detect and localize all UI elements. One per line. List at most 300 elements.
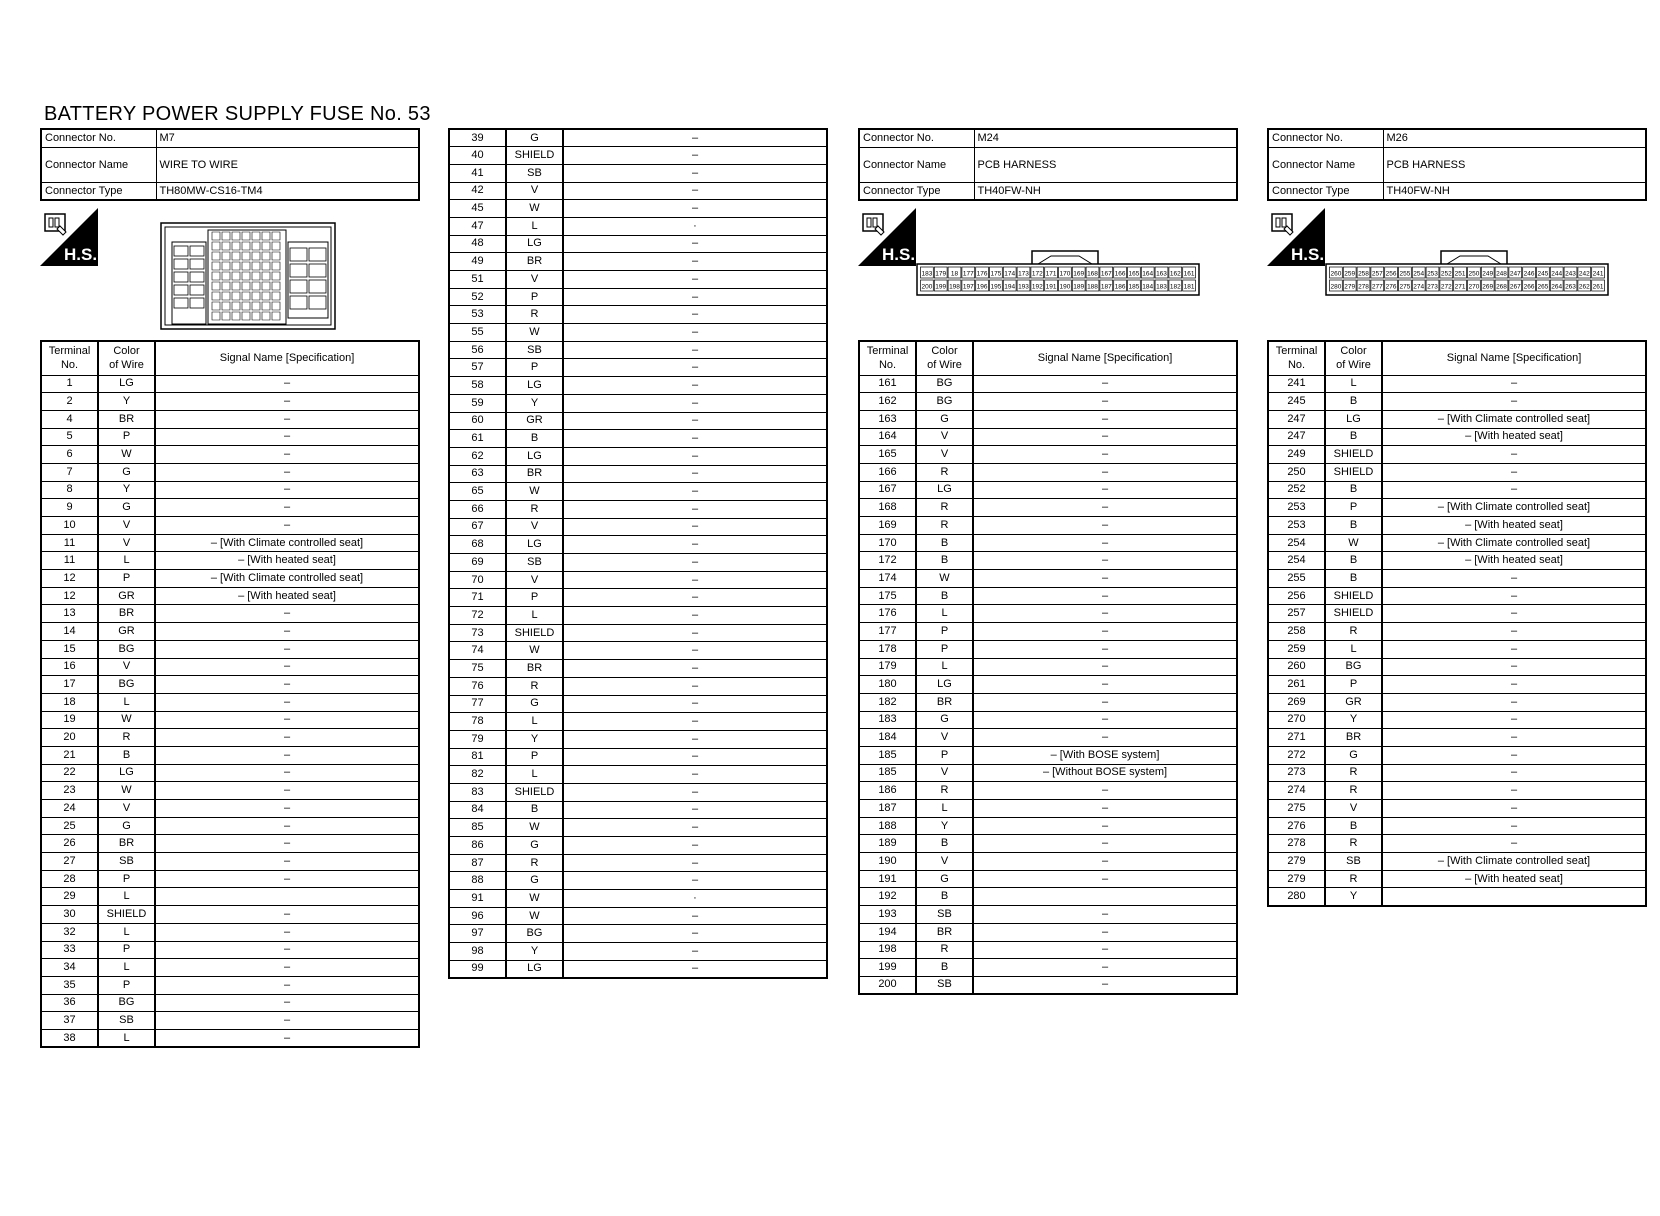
connector-name-value: PCB HARNESS <box>974 147 1237 182</box>
pin-label: 199 <box>935 283 947 291</box>
terminal-table <box>448 128 828 979</box>
pin-label: 265 <box>1537 283 1549 291</box>
table-row <box>859 499 1237 517</box>
signal-name: – <box>1382 676 1646 694</box>
wire-color: R <box>1325 870 1382 888</box>
signal-name: – <box>563 660 827 678</box>
signal-name: – <box>563 554 827 572</box>
table-row <box>449 872 827 890</box>
table-row <box>1268 640 1646 658</box>
signal-name: – <box>973 499 1237 517</box>
table-row <box>449 624 827 642</box>
signal-name: – <box>155 835 419 853</box>
wire-color: G <box>98 499 155 517</box>
terminal-no: 279 <box>1268 870 1325 888</box>
terminal-no: 39 <box>449 129 506 147</box>
signal-name: – <box>973 463 1237 481</box>
wire-color: LG <box>506 377 563 395</box>
wire-color: L <box>98 693 155 711</box>
terminal-no: 178 <box>859 640 916 658</box>
terminal-no: 200 <box>859 976 916 994</box>
pin-label: 257 <box>1371 270 1383 278</box>
pin-label: 276 <box>1385 283 1397 291</box>
wire-color: G <box>1325 746 1382 764</box>
wire-color: R <box>506 306 563 324</box>
terminal-no: 56 <box>449 341 506 359</box>
wire-color: G <box>916 410 973 428</box>
terminal-no: 34 <box>41 959 98 977</box>
wire-color: LG <box>506 235 563 253</box>
terminal-no: 260 <box>1268 658 1325 676</box>
color-header-line1: Color <box>931 345 958 358</box>
terminal-no: 180 <box>859 676 916 694</box>
signal-name: – <box>1382 711 1646 729</box>
table-row <box>41 888 419 906</box>
wire-color: SB <box>916 976 973 994</box>
terminal-no: 163 <box>859 410 916 428</box>
table-row <box>859 888 1237 906</box>
terminal-no: 255 <box>1268 570 1325 588</box>
signal-name: – <box>1382 446 1646 464</box>
harness-side-icon <box>40 208 98 266</box>
wire-color: V <box>98 658 155 676</box>
table-row <box>449 890 827 908</box>
signal-name: – <box>1382 605 1646 623</box>
signal-name: – <box>973 729 1237 747</box>
wire-color: L <box>506 217 563 235</box>
wire-color: B <box>1325 428 1382 446</box>
pin-label: 163 <box>1156 270 1167 278</box>
terminal-no: 5 <box>41 428 98 446</box>
terminal-no: 42 <box>449 182 506 200</box>
pin-label: 164 <box>1142 270 1154 278</box>
wire-color: B <box>1325 570 1382 588</box>
wire-color: SHIELD <box>1325 463 1382 481</box>
pin-label: 184 <box>1142 283 1154 291</box>
terminal-no: 276 <box>1268 817 1325 835</box>
pin-label: 188 <box>1087 283 1098 291</box>
signal-name: – <box>563 589 827 607</box>
pin-label: 243 <box>1565 270 1576 278</box>
signal-name: – <box>973 446 1237 464</box>
terminal-no: 191 <box>859 870 916 888</box>
terminal-no: 38 <box>41 1029 98 1047</box>
table-row <box>449 341 827 359</box>
signal-name: – <box>973 711 1237 729</box>
wire-color: R <box>506 677 563 695</box>
wire-color: L <box>916 605 973 623</box>
table-row <box>41 693 419 711</box>
signal-name: – <box>1382 375 1646 393</box>
wire-color: GR <box>1325 693 1382 711</box>
table-row <box>859 959 1237 977</box>
wire-color: V <box>506 271 563 289</box>
table-row <box>449 324 827 342</box>
table-row <box>859 976 1237 994</box>
signal-name: – <box>155 729 419 747</box>
terminal-no: 33 <box>41 941 98 959</box>
pin-label: 246 <box>1523 270 1535 278</box>
signal-name: – [With heated seat] <box>155 587 419 605</box>
connector-m7 <box>40 128 420 201</box>
pin-label: 278 <box>1358 283 1369 291</box>
terminal-header <box>1268 341 1325 375</box>
terminal-no: 68 <box>449 536 506 554</box>
terminal-no: 261 <box>1268 676 1325 694</box>
signal-name: – [With heated seat] <box>1382 517 1646 535</box>
connector-name-label: Connector Name <box>1268 147 1383 182</box>
signal-name: – <box>563 783 827 801</box>
terminal-table <box>1267 340 1647 907</box>
terminal-no: 273 <box>1268 764 1325 782</box>
terminal-no: 254 <box>1268 534 1325 552</box>
table-row <box>41 941 419 959</box>
signal-name: – <box>973 428 1237 446</box>
signal-name: – <box>563 837 827 855</box>
wire-color: R <box>916 463 973 481</box>
signal-name: – <box>155 959 419 977</box>
pin-label: 171 <box>1045 270 1057 278</box>
terminal-no: 166 <box>859 463 916 481</box>
table-row <box>1268 782 1646 800</box>
table-row <box>859 711 1237 729</box>
signal-name: – <box>563 182 827 200</box>
terminal-no: 83 <box>449 783 506 801</box>
terminal-no: 88 <box>449 872 506 890</box>
terminal-no: 199 <box>859 959 916 977</box>
table-row <box>449 730 827 748</box>
harness-side-icon <box>858 208 916 266</box>
signal-name: – [With heated seat] <box>155 552 419 570</box>
wire-color: G <box>916 711 973 729</box>
signal-name: – <box>155 941 419 959</box>
terminal-no: 186 <box>859 782 916 800</box>
table-row <box>1268 711 1646 729</box>
pin-label: 169 <box>1073 270 1085 278</box>
signal-name: – <box>155 906 419 924</box>
wire-color: BR <box>506 465 563 483</box>
wire-color: SB <box>98 1012 155 1030</box>
pin-label: 193 <box>1018 283 1029 291</box>
terminal-no: 52 <box>449 288 506 306</box>
terminal-no: 77 <box>449 695 506 713</box>
color-header-line2: of Wire <box>109 359 144 372</box>
wire-color: B <box>916 959 973 977</box>
signal-name: – <box>155 711 419 729</box>
signal-name: – <box>973 375 1237 393</box>
pin-label: 280 <box>1330 283 1342 291</box>
signal-name: – <box>1382 817 1646 835</box>
wire-color: L <box>1325 375 1382 393</box>
terminal-no: 245 <box>1268 393 1325 411</box>
wire-color: BG <box>98 994 155 1012</box>
signal-name: – <box>973 976 1237 994</box>
wire-color: R <box>916 499 973 517</box>
signal-name: – <box>973 658 1237 676</box>
terminal-no: 23 <box>41 782 98 800</box>
wire-color: B <box>506 430 563 448</box>
terminal-table-m24 <box>858 340 1238 995</box>
table-row <box>859 605 1237 623</box>
table-row <box>41 676 419 694</box>
signal-name: – <box>563 164 827 182</box>
wire-color: SHIELD <box>1325 587 1382 605</box>
pin-label: 279 <box>1344 283 1356 291</box>
pin-label: 248 <box>1496 270 1507 278</box>
table-row <box>859 676 1237 694</box>
pin-label: 271 <box>1454 283 1466 291</box>
signal-name: – [With heated seat] <box>1382 870 1646 888</box>
wire-color: Y <box>98 481 155 499</box>
signal-name: – <box>973 534 1237 552</box>
pin-label: 242 <box>1578 270 1590 278</box>
connector-name-value: WIRE TO WIRE <box>156 147 419 182</box>
signal-name: – <box>973 782 1237 800</box>
pin-label: 267 <box>1509 283 1521 291</box>
pin-label: 250 <box>1468 270 1480 278</box>
signal-name: – <box>155 976 419 994</box>
table-row <box>41 782 419 800</box>
terminal-no: 24 <box>41 800 98 818</box>
wire-color: SHIELD <box>1325 605 1382 623</box>
wire-color: W <box>916 570 973 588</box>
wire-color: BR <box>98 835 155 853</box>
table-row <box>41 976 419 994</box>
connector-type-label: Connector Type <box>1268 182 1383 200</box>
table-row <box>41 481 419 499</box>
connector-info-table <box>40 128 420 201</box>
terminal-no: 27 <box>41 853 98 871</box>
connector-type-value: TH40FW-NH <box>1383 182 1646 200</box>
table-row <box>1268 587 1646 605</box>
terminal-no: 91 <box>449 890 506 908</box>
pin-label: 194 <box>1004 283 1016 291</box>
table-row <box>41 552 419 570</box>
terminal-no: 247 <box>1268 428 1325 446</box>
table-row <box>449 200 827 218</box>
table-row <box>1268 517 1646 535</box>
pin-label: 165 <box>1128 270 1140 278</box>
pin-label: 262 <box>1578 283 1590 291</box>
signal-name: – <box>155 764 419 782</box>
color-header-line2: of Wire <box>927 359 962 372</box>
wire-color: SB <box>506 341 563 359</box>
table-row <box>1268 853 1646 871</box>
table-row <box>449 642 827 660</box>
terminal-no: 41 <box>449 164 506 182</box>
terminal-table-m26 <box>1267 340 1647 907</box>
wire-color: V <box>916 428 973 446</box>
pin-label: 253 <box>1427 270 1438 278</box>
terminal-no: 15 <box>41 640 98 658</box>
terminal-no: 76 <box>449 677 506 695</box>
terminal-no: 253 <box>1268 499 1325 517</box>
signal-name: – <box>1382 800 1646 818</box>
terminal-no: 59 <box>449 394 506 412</box>
table-row <box>41 410 419 428</box>
wire-color: W <box>1325 534 1382 552</box>
table-row <box>41 906 419 924</box>
wire-color: SB <box>916 906 973 924</box>
wire-color: B <box>916 587 973 605</box>
table-row <box>1268 428 1646 446</box>
terminal-no: 258 <box>1268 623 1325 641</box>
table-row <box>1268 888 1646 906</box>
signal-name: – [With Climate controlled seat] <box>1382 410 1646 428</box>
pin-label: 177 <box>962 270 974 278</box>
connector-type-value: TH40FW-NH <box>974 182 1237 200</box>
signal-name: – <box>1382 640 1646 658</box>
table-row <box>41 640 419 658</box>
signal-name: – <box>563 306 827 324</box>
hs-label: H.S. <box>882 245 916 264</box>
wire-color: B <box>916 835 973 853</box>
signal-name: – <box>973 393 1237 411</box>
table-row <box>859 746 1237 764</box>
wire-color: BG <box>916 393 973 411</box>
table-row <box>449 465 827 483</box>
table-row <box>41 534 419 552</box>
pin-label: 183 <box>921 270 933 278</box>
wire-color: B <box>916 552 973 570</box>
wire-color: L <box>98 888 155 906</box>
table-row <box>449 518 827 536</box>
terminal-no: 86 <box>449 837 506 855</box>
wire-color: BR <box>506 660 563 678</box>
wire-color: LG <box>506 447 563 465</box>
table-row <box>449 766 827 784</box>
signal-name: – <box>973 410 1237 428</box>
signal-name: – <box>973 570 1237 588</box>
terminal-no: 22 <box>41 764 98 782</box>
signal-name: – <box>155 463 419 481</box>
terminal-table-m7-continued <box>448 128 828 979</box>
signal-name: – [With Climate controlled seat] <box>155 570 419 588</box>
pin-label: 190 <box>1059 283 1071 291</box>
wire-color: G <box>506 872 563 890</box>
signal-name: – <box>973 552 1237 570</box>
table-row <box>1268 835 1646 853</box>
table-row <box>449 854 827 872</box>
terminal-no: 18 <box>41 693 98 711</box>
terminal-no: 162 <box>859 393 916 411</box>
wire-color: L <box>1325 640 1382 658</box>
terminal-no: 30 <box>41 906 98 924</box>
terminal-no: 185 <box>859 764 916 782</box>
signal-name: · <box>563 890 827 908</box>
wire-color: P <box>1325 499 1382 517</box>
wire-color: P <box>506 748 563 766</box>
wire-color: B <box>916 534 973 552</box>
pin-label: 258 <box>1358 270 1369 278</box>
wire-color: V <box>916 853 973 871</box>
signal-name: – [Without BOSE system] <box>973 764 1237 782</box>
pin-label: 260 <box>1330 270 1342 278</box>
table-row <box>449 377 827 395</box>
table-row <box>41 658 419 676</box>
wire-color: W <box>506 819 563 837</box>
table-row <box>1268 658 1646 676</box>
wire-color: L <box>98 959 155 977</box>
pin-label: 272 <box>1440 283 1452 291</box>
wire-color: B <box>916 888 973 906</box>
table-row <box>449 129 827 147</box>
wire-color: R <box>506 500 563 518</box>
pin-label: 18 <box>950 270 959 278</box>
pin-label: 167 <box>1100 270 1112 278</box>
signal-name: – [With Climate controlled seat] <box>1382 853 1646 871</box>
wire-color: P <box>98 570 155 588</box>
table-row <box>449 748 827 766</box>
table-row <box>1268 693 1646 711</box>
table-row <box>859 446 1237 464</box>
connector-info-table <box>1267 128 1647 201</box>
terminal-no: 12 <box>41 570 98 588</box>
signal-name: – <box>1382 570 1646 588</box>
wire-color: V <box>916 446 973 464</box>
wire-color: P <box>98 976 155 994</box>
table-row <box>449 713 827 731</box>
table-row <box>1268 375 1646 393</box>
signal-name: – <box>563 447 827 465</box>
wire-color: Y <box>506 394 563 412</box>
wire-color: BR <box>1325 729 1382 747</box>
table-row <box>449 536 827 554</box>
hs-label: H.S. <box>1291 245 1325 264</box>
signal-name: – <box>563 465 827 483</box>
signal-name: – <box>563 235 827 253</box>
terminal-no: 280 <box>1268 888 1325 906</box>
terminal-no: 84 <box>449 801 506 819</box>
signal-name: – <box>563 341 827 359</box>
wire-color: B <box>1325 481 1382 499</box>
connector-type-label: Connector Type <box>41 182 156 200</box>
signal-name: – <box>155 623 419 641</box>
terminal-no: 19 <box>41 711 98 729</box>
table-row <box>859 463 1237 481</box>
terminal-no: 97 <box>449 925 506 943</box>
terminal-no: 25 <box>41 817 98 835</box>
signal-name: – <box>155 605 419 623</box>
table-row <box>41 393 419 411</box>
wire-color: GR <box>98 623 155 641</box>
wire-color: SHIELD <box>98 906 155 924</box>
terminal-no: 79 <box>449 730 506 748</box>
terminal-no: 62 <box>449 447 506 465</box>
signal-name: – [With Climate controlled seat] <box>155 534 419 552</box>
wire-color: B <box>98 746 155 764</box>
terminal-header-line2: No. <box>1287 359 1306 372</box>
table-row <box>41 853 419 871</box>
connector-name-value: PCB HARNESS <box>1383 147 1646 182</box>
pin-label: 270 <box>1468 283 1480 291</box>
wire-color: BG <box>1325 658 1382 676</box>
table-row <box>41 817 419 835</box>
terminal-no: 82 <box>449 766 506 784</box>
signal-name: – <box>973 853 1237 871</box>
signal-name: – [With Climate controlled seat] <box>1382 534 1646 552</box>
signal-name: – <box>563 518 827 536</box>
hs-label: H.S. <box>64 245 98 264</box>
terminal-no: 29 <box>41 888 98 906</box>
table-row <box>1268 410 1646 428</box>
table-row <box>1268 463 1646 481</box>
terminal-no: 35 <box>41 976 98 994</box>
table-row <box>1268 393 1646 411</box>
wire-color: R <box>916 782 973 800</box>
table-row <box>859 782 1237 800</box>
signal-name: – <box>155 517 419 535</box>
